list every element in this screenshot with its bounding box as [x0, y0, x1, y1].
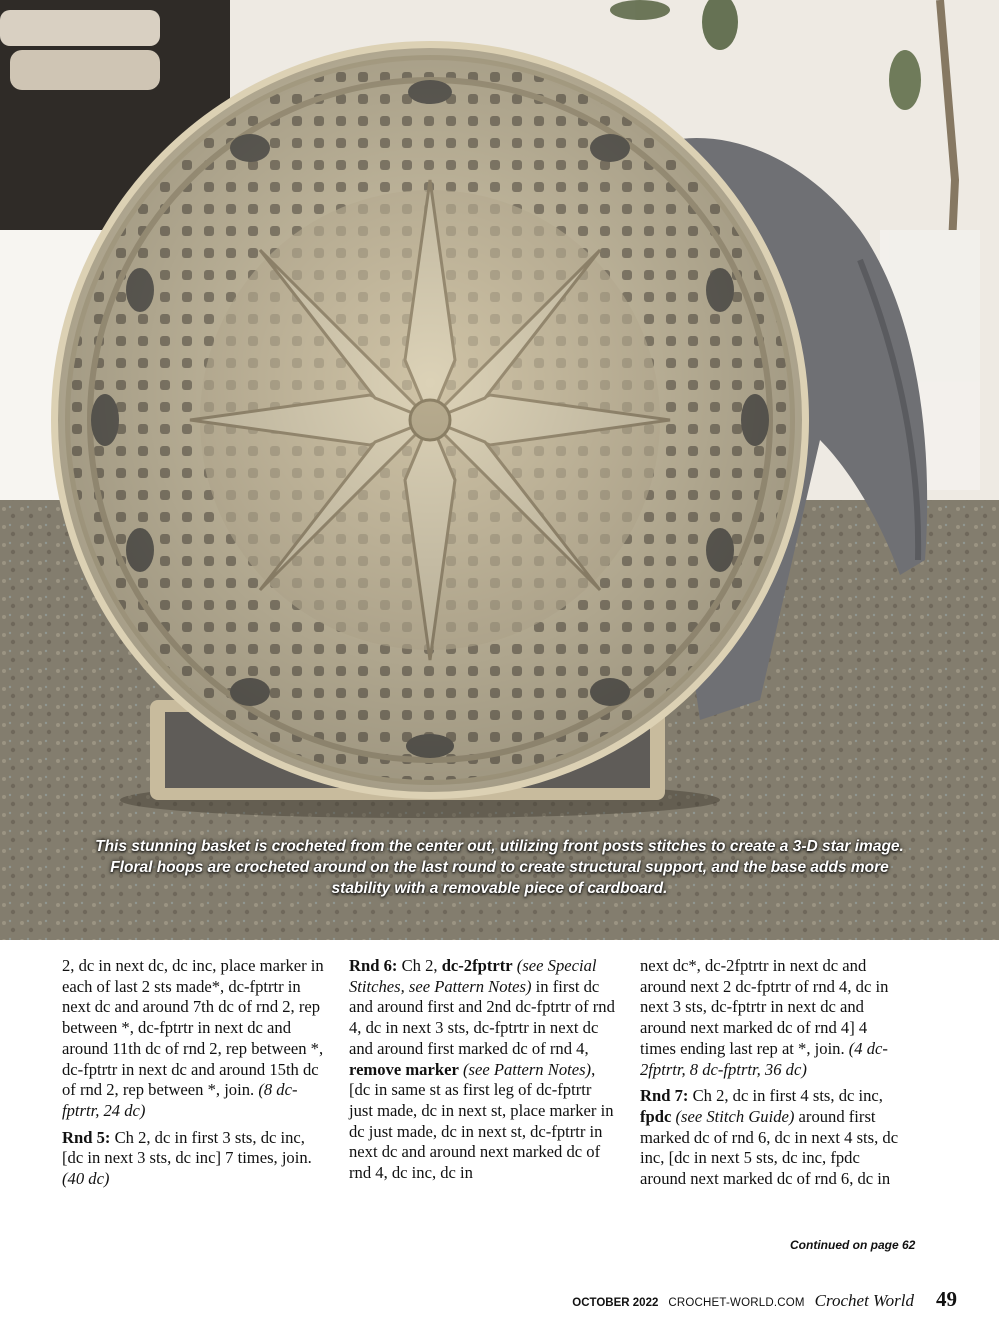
paragraph: 2, dc in next dc, dc inc, place marker in each of last 2 sts made*, dc-fptrtr in next dc and around 7th dc of rnd 2, rep between *, dc-fptrtr in next dc and around 11th dc of rnd 2, rep between *, dc-fptrtr in next dc and around 15th dc of rnd 2, rep between *, join. (8 dc-fptrtr, 24 dc) — [62, 956, 324, 1120]
issue-date: OCTOBER 2022 — [572, 1297, 659, 1309]
text-column-1 — [62, 956, 328, 1196]
paragraph: Rnd 6: Ch 2, dc-2fptrtr (see Special Stitches, see Pattern Notes) in first dc and around first and 2nd dc-fptrtr of rnd 4, dc in next 3 sts, dc-fptrtr in next dc and around first marked dc of rnd 4, remove marker (see Pattern Notes), [dc in same st as first leg of dc-fptrtr just made, dc in next st, place marker in dc just made, dc in next st, dc-fptrtr in next dc and around next marked dc of rnd 4, dc inc, dc in — [349, 956, 615, 1183]
magazine-name: Crochet World — [814, 1291, 914, 1310]
paragraph: Rnd 5: Ch 2, dc in first 3 sts, dc inc, [dc in next 3 sts, dc inc] 7 times, join. (40 dc) — [62, 1127, 312, 1189]
paragraph: Rnd 7: Ch 2, dc in first 4 sts, dc inc, fpdc (see Stitch Guide) around first marked dc of rnd 6, dc in next 4 sts, dc inc, [dc in next 5 sts, dc inc, fpdc around next marked dc of rnd 6, dc in — [640, 1086, 899, 1189]
text-column-3 — [640, 956, 906, 1196]
page-number: 49 — [936, 1287, 957, 1311]
text-column-2 — [349, 956, 615, 1190]
continued-note: Continued on page 62 — [790, 1238, 916, 1252]
basket-disc — [58, 48, 802, 792]
paragraph: next dc*, dc-2fptrtr in next dc and around next 2 dc-fptrtr of rnd 4, dc in next 3 sts, dc-fptrtr in next dc and around next marked dc of rnd 4] 4 times ending last rep at *, join. (4 dc-2fptrtr, 8 dc-fptrtr, 36 dc) — [640, 956, 889, 1079]
website-link[interactable]: CROCHET-WORLD.COM — [668, 1297, 805, 1309]
photo-caption: This stunning basket is crocheted from the center out, utilizing front posts stitches to create a 3-D star image. Floral hoops are crocheted around on the last round to create structural support, and the base adds more stability with a removable piece of cardboard. — [95, 838, 904, 897]
page-footer — [572, 1287, 957, 1311]
